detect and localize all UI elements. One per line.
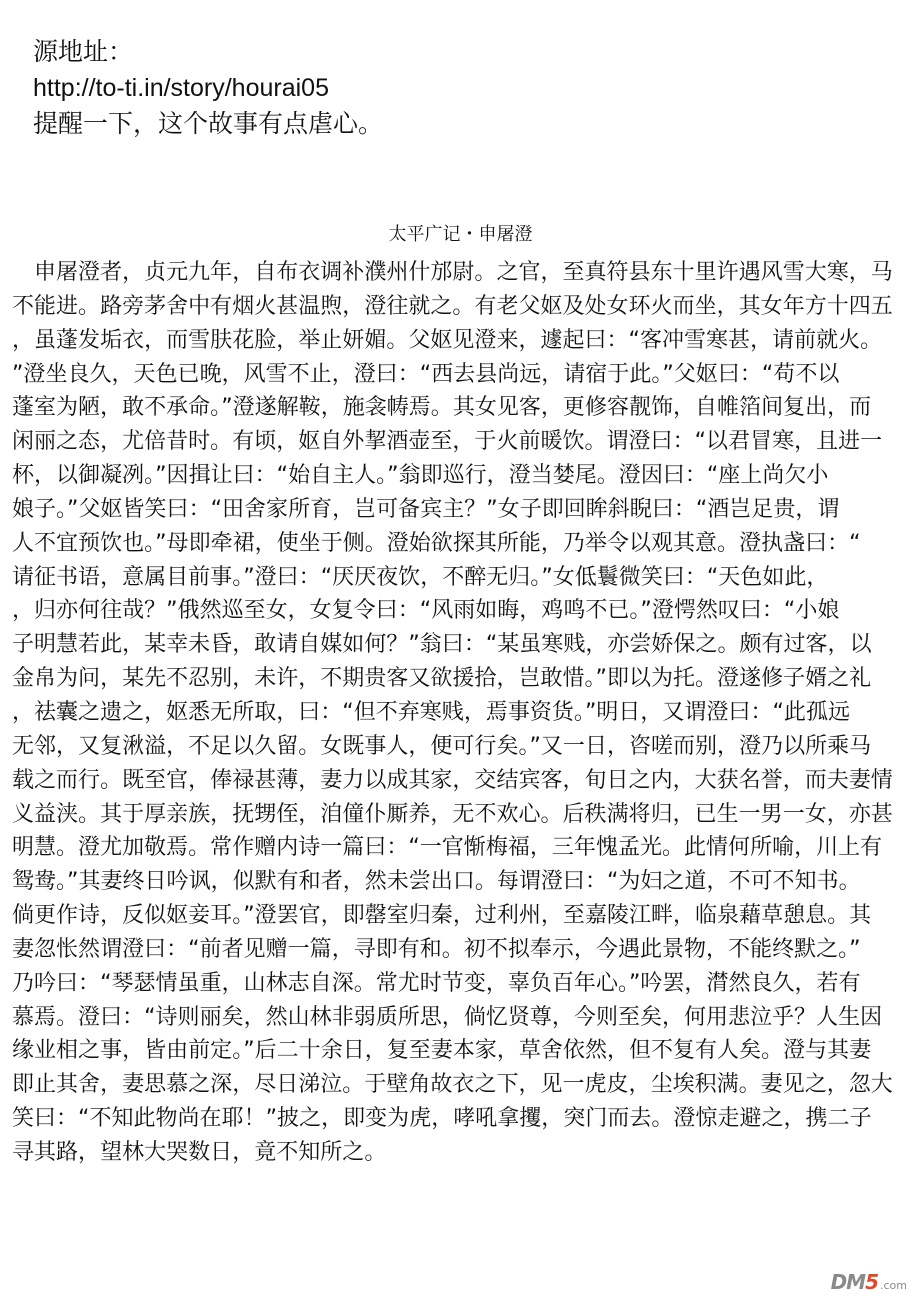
article-title: 太平广记・申屠澄 (388, 224, 533, 245)
article-line: 乃吟曰：“琴瑟情虽重，山林志自深。常尤时节变，辜负百年心。”吟罢，潸然良久，若有 (12, 970, 861, 996)
article-line: 笑曰：“不知此物尚在耶！”披之，即变为虎，哮吼拿攫，突门而去。澄惊走避之，携二子 (12, 1106, 872, 1132)
article-line: 请征书语，意属目前事。”澄曰：“厌厌夜饮，不醉无归。”女低鬟微笑曰：“天色如此， (12, 564, 829, 590)
reminder-text: 提醒一下，这个故事有点虐心。 (33, 110, 384, 138)
watermark-logo: DM5 (830, 1270, 878, 1294)
article-line: 鸳鸯。”其妻终日吟讽，似默有和者，然未尝出口。每谓澄曰：“为妇之道，不可不知书。 (12, 869, 861, 895)
source-url[interactable]: http://to-ti.in/story/hourai05 (33, 74, 329, 102)
article-line: ，祛囊之遗之，妪悉无所取，曰：“但不弃寒贱，焉事资货。”明日，又谓澄曰：“此孤远 (12, 699, 850, 725)
article-line: 蓬室为陋，敢不承命。”澄遂解鞍，施衾帱焉。其女见客，更修容靓饰，自帷箔间复出，而 (12, 395, 872, 421)
article-line: ，归亦何往哉？”俄然巡至女，女复令曰：“风雨如晦，鸡鸣不已。”澄愕然叹曰：“小娘 (12, 598, 840, 624)
article-line: 杯，以御凝冽。”因揖让曰：“始自主人。”翁即巡行，澄当婪尾。澄因曰：“座上尚欠小 (12, 463, 829, 489)
article-body (12, 256, 910, 1170)
article-line: 闲丽之态，尤倍昔时。有顷，妪自外挈酒壶至，于火前暖饮。谓澄曰：“以君冒寒，且进一 (12, 429, 883, 455)
article-line: 无邻，又复湫溢，不足以久留。女既事人，便可行矣。”又一日，咨嗟而别，澄乃以所乘马 (12, 733, 872, 759)
article-line: 寻其路，望林大哭数日，竟不知所之。 (12, 1139, 387, 1165)
article-line: 人不宜预饮也。”母即牵裙，使坐于侧。澄始欲探其所能，乃举令以观其意。澄执盏曰：“ (12, 530, 861, 556)
site-watermark (831, 1270, 907, 1292)
article-line: 慕焉。澄曰：“诗则丽矣，然山林非弱质所思，倘忆贤尊，今则至矣，何用悲泣乎？人生因 (12, 1004, 883, 1030)
source-note (33, 34, 893, 142)
article-line: 妻忽怅然谓澄曰：“前者见赠一篇，寻即有和。初不拟奉示，今遇此景物，不能终默之。” (12, 936, 861, 962)
article-line: 载之而行。既至官，俸禄甚薄，妻力以成其家，交结宾客，旬日之内，大获名誉，而夫妻情 (12, 767, 893, 793)
article-line: 子明慧若此，某幸未昏，敢请自媒如何？”翁曰：“某虽寒贱，亦尝娇保之。颇有过客，以 (12, 632, 872, 658)
article-line: 不能进。路旁茅舍中有烟火甚温煦，澄往就之。有老父妪及处女环火而坐，其女年方十四五 (12, 293, 893, 319)
watermark-domain: .com (880, 1279, 907, 1292)
article-line: 即止其舍，妻思慕之深，尽日涕泣。于壁角故衣之下，见一虎皮，尘埃积满。妻见之，忽大 (12, 1072, 893, 1098)
article-line: 倘更作诗，反似妪妾耳。”澄罢官，即罄室归秦，过利州，至嘉陵江畔，临泉藉草憩息。其 (12, 903, 872, 929)
article-line: ”澄坐良久，天色已晚，风雪不止，澄曰：“西去县尚远，请宿于此。”父妪曰：“苟不以 (12, 361, 840, 387)
article-line: 娘子。”父妪皆笑曰：“田舍家所育，岂可备宾主？”女子即回眸斜睨曰：“酒岂足贵，谓 (12, 496, 840, 522)
article-line: 缘业相之事，皆由前定。”后二十余日，复至妻本家，草舍依然，但不复有人矣。澄与其妻 (12, 1038, 872, 1064)
article-line: 申屠澄者，贞元九年，自布衣调补濮州什邡尉。之官，至真符县东十里许遇风雪大寒，马 (12, 260, 893, 285)
source-label: 源地址： (33, 38, 134, 66)
article-line: 金帛为问，某先不忍别，未许，不期贵客又欲援拾，岂敢惜。”即以为托。澄遂修子婿之礼 (12, 666, 872, 692)
article-line: ，虽蓬发垢衣，而雪肤花脸，举止妍媚。父妪见澄来，遽起曰：“客冲雪寒甚，请前就火。 (12, 327, 883, 353)
article-line: 明慧。澄尤加敬焉。常作赠内诗一篇曰：“一官惭梅福，三年愧孟光。此情何所喻，川上有 (12, 835, 883, 861)
article-line: 义益浃。其于厚亲族，抚甥侄，洎僮仆厮养，无不欢心。后秩满将归，已生一男一女，亦甚 (12, 801, 893, 827)
